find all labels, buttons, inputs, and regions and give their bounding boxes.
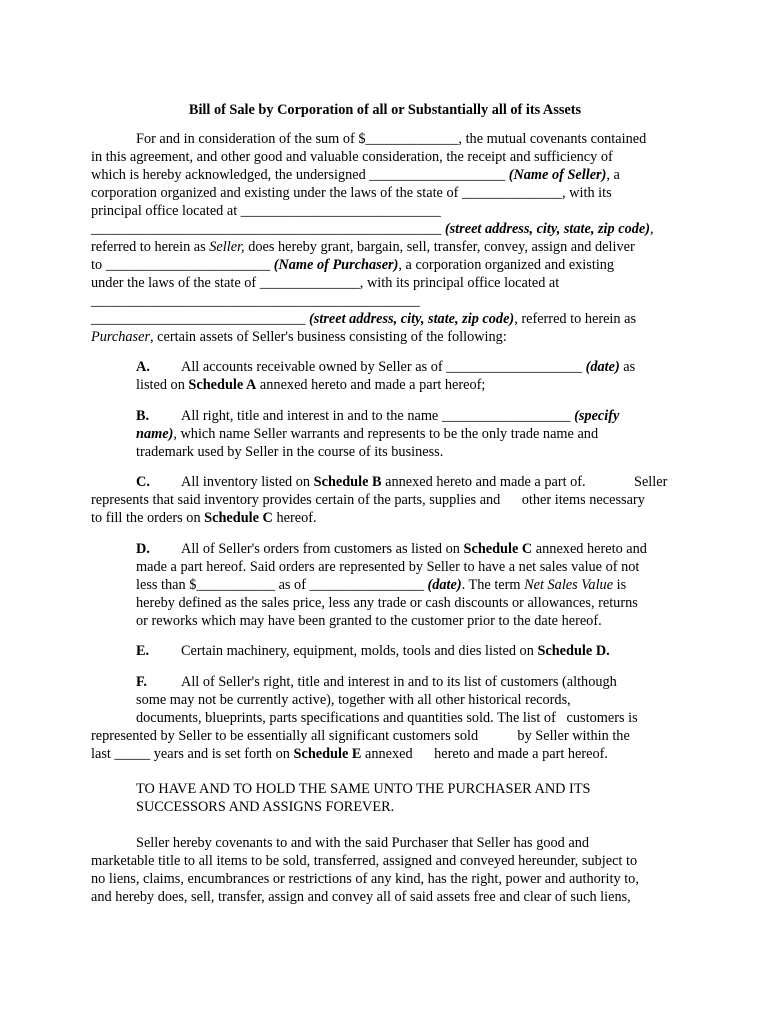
text-line: All of Seller's right, title and interest in and to its list of customers (although bbox=[181, 674, 617, 690]
text-line: Seller hereby covenants to and with the said Purchaser that Seller has good and bbox=[136, 835, 590, 851]
text-line: corporation organized and existing under the laws of the state of ______________, with its bbox=[91, 185, 612, 201]
text-line: All accounts receivable owned by Seller as of ___________________ (date) as bbox=[181, 359, 636, 375]
text-line: ______________________________ (street address, city, state, zip code), referred to herein as bbox=[91, 311, 637, 327]
text-line: or reworks which may have been granted to the customer prior to the date hereof. bbox=[136, 613, 602, 629]
text-line: no liens, claims, encumbrances or restrictions of any kind, has the right, power and authority to, bbox=[91, 871, 639, 887]
text-line: For and in consideration of the sum of $_____________, the mutual covenants contained bbox=[136, 131, 647, 147]
item-letter: F. bbox=[136, 674, 147, 690]
text-line: under the laws of the state of ______________, with its principal office located at bbox=[91, 275, 560, 291]
text-line: made a part hereof. Said orders are represented by Seller to have a net sales value of not bbox=[136, 559, 640, 575]
text-line: Purchaser, certain assets of Seller's business consisting of the following: bbox=[91, 329, 507, 345]
text-line: trademark used by Seller in the course of its business. bbox=[136, 444, 444, 460]
text-line: to fill the orders on Schedule C hereof. bbox=[91, 510, 317, 526]
text-line: name), which name Seller warrants and represents to be the only trade name and bbox=[136, 426, 599, 442]
text-line: marketable title to all items to be sold, transferred, assigned and conveyed hereunder, subject to bbox=[91, 853, 638, 869]
text-line: referred to herein as Seller, does hereby grant, bargain, sell, transfer, convey, assign and deliver bbox=[91, 239, 635, 255]
text-line: listed on Schedule A annexed hereto and made a part hereof; bbox=[136, 377, 486, 393]
text-line: Certain machinery, equipment, molds, tools and dies listed on Schedule D. bbox=[181, 643, 610, 659]
item-letter: E. bbox=[136, 643, 150, 659]
text-line: principal office located at ____________________________ bbox=[91, 203, 441, 219]
text-line: represents that said inventory provides certain of the parts, supplies and other items necessary bbox=[91, 492, 645, 508]
text-line: TO HAVE AND TO HOLD THE SAME UNTO THE PURCHASER AND ITS bbox=[136, 781, 591, 797]
text-line: hereby defined as the sales price, less any trade or cash discounts or allowances, returns bbox=[136, 595, 638, 611]
text-line: less than $___________ as of ________________ (date). The term Net Sales Value is bbox=[136, 577, 627, 593]
text-line: which is hereby acknowledged, the undersigned ___________________ (Name of Seller), a bbox=[91, 167, 620, 183]
text-line: All inventory listed on Schedule B annexed hereto and made a part of. bbox=[181, 474, 586, 490]
text-line: some may not be currently active), together with all other historical records, bbox=[136, 692, 571, 708]
text-line: and hereby does, sell, transfer, assign and convey all of said assets free and clear of such liens, bbox=[91, 889, 631, 905]
text-line: _________________________________________________ (street address, city, state, zip code), bbox=[91, 221, 654, 237]
text-line: represented by Seller to be essentially all significant customers sold by Seller within the bbox=[91, 728, 630, 744]
item-letter: D. bbox=[136, 541, 150, 557]
text-line: ______________________________________________ bbox=[91, 293, 420, 309]
text-line: All of Seller's orders from customers as listed on Schedule C annexed hereto and bbox=[181, 541, 647, 557]
text-line: All right, title and interest in and to the name __________________ (specify bbox=[181, 408, 620, 424]
item-letter: B. bbox=[136, 408, 150, 424]
text-line: in this agreement, and other good and valuable consideration, the receipt and sufficiency of bbox=[91, 149, 613, 165]
item-letter: C. bbox=[136, 474, 150, 490]
text-line: last _____ years and is set forth on Schedule E annexed hereto and made a part hereof. bbox=[91, 746, 608, 762]
item-letter: A. bbox=[136, 359, 150, 375]
text-line: SUCCESSORS AND ASSIGNS FOREVER. bbox=[136, 799, 395, 815]
text-line: Seller bbox=[634, 474, 668, 490]
text-line: documents, blueprints, parts specifications and quantities sold. The list of customers is bbox=[136, 710, 638, 726]
text-line: to _______________________ (Name of Purchaser), a corporation organized and existing bbox=[91, 257, 615, 273]
document-title: Bill of Sale by Corporation of all or Substantially all of its Assets bbox=[188, 102, 582, 118]
